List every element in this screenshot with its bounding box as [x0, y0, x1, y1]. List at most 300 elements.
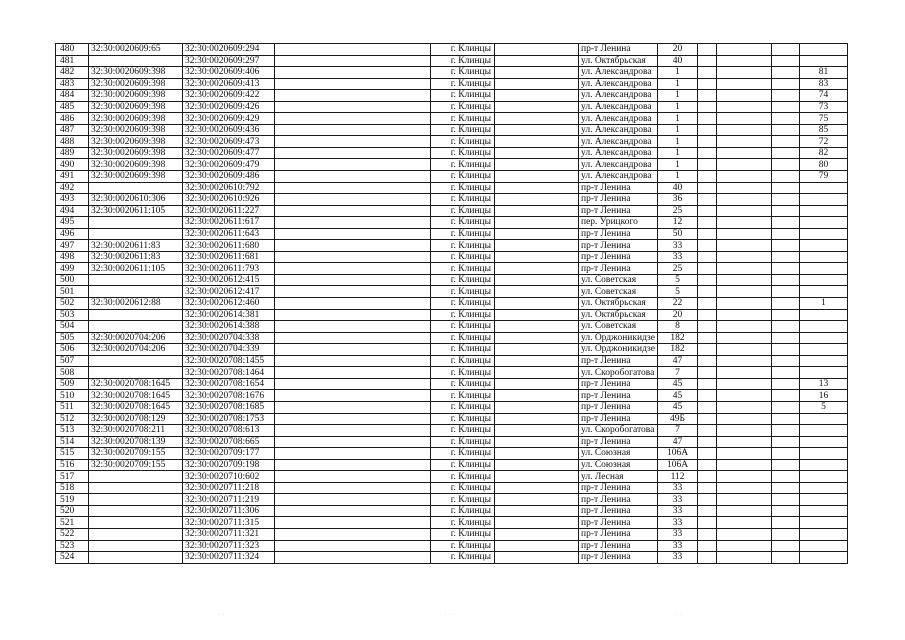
street-cell: ул. Александрова [579, 124, 658, 136]
street-cell: пр-т Ленина [579, 251, 658, 263]
empty-cell [717, 298, 772, 310]
city-cell: г. Клинцы [431, 205, 495, 217]
object-cadastral-number: 32:30:0020614:381 [183, 309, 275, 321]
object-cadastral-number: 32:30:0020609:297 [183, 55, 275, 67]
street-cell: пр-т Ленина [579, 494, 658, 506]
row-number: 508 [56, 367, 89, 379]
table-row [56, 344, 848, 356]
table-row [56, 309, 848, 321]
apartment-number-cell [800, 355, 848, 367]
empty-cell [495, 136, 579, 148]
empty-cell [698, 401, 717, 413]
empty-cell [772, 286, 800, 298]
empty-cell [772, 194, 800, 206]
apartment-number-cell [800, 240, 848, 252]
row-number: 491 [56, 171, 89, 183]
empty-cell [495, 78, 579, 90]
empty-cell [698, 448, 717, 460]
house-number-cell: 7 [658, 367, 698, 379]
empty-cell [698, 101, 717, 113]
empty-cell [698, 482, 717, 494]
city-cell: г. Клинцы [431, 332, 495, 344]
row-number: 521 [56, 517, 89, 529]
row-number: 482 [56, 67, 89, 79]
apartment-number-cell: 83 [800, 78, 848, 90]
empty-cell [495, 321, 579, 333]
row-number: 499 [56, 263, 89, 275]
empty-cell [275, 482, 431, 494]
empty-cell [717, 136, 772, 148]
empty-cell [772, 101, 800, 113]
empty-cell [698, 228, 717, 240]
empty-cell [495, 505, 579, 517]
parcel-cadastral-number: 32:30:0020708:139 [89, 436, 183, 448]
empty-cell [495, 113, 579, 125]
empty-cell [717, 436, 772, 448]
apartment-number-cell: 72 [800, 136, 848, 148]
empty-cell [717, 401, 772, 413]
empty-cell [698, 90, 717, 102]
city-cell: г. Клинцы [431, 344, 495, 356]
empty-cell [717, 355, 772, 367]
city-cell: г. Клинцы [431, 321, 495, 333]
empty-cell [495, 355, 579, 367]
empty-cell [495, 413, 579, 425]
table-row [56, 448, 848, 460]
row-number: 510 [56, 390, 89, 402]
empty-cell [495, 55, 579, 67]
empty-cell [275, 90, 431, 102]
city-cell: г. Клинцы [431, 378, 495, 390]
street-cell: ул. Александрова [579, 78, 658, 90]
empty-cell [698, 378, 717, 390]
city-cell: г. Клинцы [431, 147, 495, 159]
parcel-cadastral-number: 32:30:0020609:398 [89, 113, 183, 125]
street-cell: пр-т Ленина [579, 228, 658, 240]
city-cell: г. Клинцы [431, 517, 495, 529]
street-cell: пр-т Ленина [579, 436, 658, 448]
empty-cell [772, 471, 800, 483]
house-number-cell: 106А [658, 448, 698, 460]
empty-cell [717, 459, 772, 471]
object-cadastral-number: 32:30:0020711:324 [183, 552, 275, 564]
row-number: 505 [56, 332, 89, 344]
table-row [56, 251, 848, 263]
empty-cell [275, 390, 431, 402]
empty-cell [495, 44, 579, 56]
house-number-cell: 36 [658, 194, 698, 206]
street-cell: ул. Александрова [579, 67, 658, 79]
table-row [56, 436, 848, 448]
object-cadastral-number: 32:30:0020610:926 [183, 194, 275, 206]
parcel-cadastral-number: 32:30:0020609:398 [89, 171, 183, 183]
parcel-cadastral-number: 32:30:0020708:1645 [89, 390, 183, 402]
empty-cell [698, 528, 717, 540]
city-cell: г. Клинцы [431, 263, 495, 275]
parcel-cadastral-number: 32:30:0020609:398 [89, 124, 183, 136]
row-number: 518 [56, 482, 89, 494]
empty-cell [698, 390, 717, 402]
row-number: 480 [56, 44, 89, 56]
empty-cell [698, 240, 717, 252]
city-cell: г. Клинцы [431, 298, 495, 310]
empty-cell [275, 159, 431, 171]
house-number-cell: 5 [658, 286, 698, 298]
parcel-cadastral-number [89, 482, 183, 494]
street-cell: ул. Александрова [579, 171, 658, 183]
parcel-cadastral-number: 32:30:0020609:398 [89, 136, 183, 148]
empty-cell [495, 390, 579, 402]
house-number-cell: 1 [658, 136, 698, 148]
empty-cell [698, 113, 717, 125]
empty-cell [717, 552, 772, 564]
empty-cell [698, 217, 717, 229]
street-cell: ул. Александрова [579, 90, 658, 102]
empty-cell [772, 448, 800, 460]
empty-cell [495, 101, 579, 113]
apartment-number-cell [800, 274, 848, 286]
empty-cell [772, 263, 800, 275]
empty-cell [772, 494, 800, 506]
apartment-number-cell [800, 251, 848, 263]
house-number-cell: 47 [658, 436, 698, 448]
street-cell: ул. Союзная [579, 448, 658, 460]
city-cell: г. Клинцы [431, 217, 495, 229]
city-cell: г. Клинцы [431, 55, 495, 67]
apartment-number-cell: 82 [800, 147, 848, 159]
house-number-cell: 49Б [658, 413, 698, 425]
object-cadastral-number: 32:30:0020704:338 [183, 332, 275, 344]
empty-cell [717, 205, 772, 217]
row-number: 520 [56, 505, 89, 517]
city-cell: г. Клинцы [431, 471, 495, 483]
empty-cell [717, 528, 772, 540]
empty-cell [772, 552, 800, 564]
empty-cell [698, 355, 717, 367]
empty-cell [717, 286, 772, 298]
empty-cell [717, 44, 772, 56]
object-cadastral-number: 32:30:0020711:323 [183, 540, 275, 552]
row-number: 496 [56, 228, 89, 240]
empty-cell [772, 401, 800, 413]
empty-cell [275, 378, 431, 390]
empty-cell [698, 251, 717, 263]
empty-cell [772, 482, 800, 494]
empty-cell [495, 171, 579, 183]
city-cell: г. Клинцы [431, 274, 495, 286]
empty-cell [275, 44, 431, 56]
parcel-cadastral-number: 32:30:0020609:398 [89, 78, 183, 90]
street-cell: пр-т Ленина [579, 44, 658, 56]
object-cadastral-number: 32:30:0020611:227 [183, 205, 275, 217]
empty-cell [698, 321, 717, 333]
row-number: 495 [56, 217, 89, 229]
empty-cell [772, 90, 800, 102]
apartment-number-cell [800, 367, 848, 379]
parcel-cadastral-number: 32:30:0020609:398 [89, 90, 183, 102]
empty-cell [772, 274, 800, 286]
table-row [56, 194, 848, 206]
empty-cell [275, 286, 431, 298]
street-cell: ул. Александрова [579, 136, 658, 148]
empty-cell [275, 528, 431, 540]
empty-cell [772, 540, 800, 552]
empty-cell [717, 505, 772, 517]
row-number: 501 [56, 286, 89, 298]
object-cadastral-number: 32:30:0020609:426 [183, 101, 275, 113]
empty-cell [275, 67, 431, 79]
apartment-number-cell: 79 [800, 171, 848, 183]
table-row [56, 390, 848, 402]
empty-cell [717, 124, 772, 136]
house-number-cell: 8 [658, 321, 698, 333]
empty-cell [698, 540, 717, 552]
apartment-number-cell [800, 44, 848, 56]
object-cadastral-number: 32:30:0020708:613 [183, 425, 275, 437]
house-number-cell: 33 [658, 240, 698, 252]
empty-cell [698, 344, 717, 356]
house-number-cell: 1 [658, 159, 698, 171]
empty-cell [717, 251, 772, 263]
empty-cell [717, 194, 772, 206]
table-row [56, 367, 848, 379]
apartment-number-cell: 16 [800, 390, 848, 402]
house-number-cell: 1 [658, 78, 698, 90]
table-row [56, 528, 848, 540]
empty-cell [698, 171, 717, 183]
house-number-cell: 1 [658, 124, 698, 136]
object-cadastral-number: 32:30:0020609:477 [183, 147, 275, 159]
street-cell: пр-т Ленина [579, 413, 658, 425]
empty-cell [495, 459, 579, 471]
empty-cell [495, 401, 579, 413]
empty-cell [772, 171, 800, 183]
empty-cell [275, 136, 431, 148]
street-cell: ул. Советская [579, 274, 658, 286]
house-number-cell: 182 [658, 332, 698, 344]
parcel-cadastral-number [89, 494, 183, 506]
row-number: 485 [56, 101, 89, 113]
table-row [56, 552, 848, 564]
parcel-cadastral-number [89, 552, 183, 564]
row-number: 493 [56, 194, 89, 206]
empty-cell [717, 182, 772, 194]
house-number-cell: 33 [658, 505, 698, 517]
parcel-cadastral-number: 32:30:0020709:155 [89, 448, 183, 460]
empty-cell [772, 367, 800, 379]
parcel-cadastral-number [89, 286, 183, 298]
object-cadastral-number: 32:30:0020708:665 [183, 436, 275, 448]
street-cell: пр-т Ленина [579, 378, 658, 390]
empty-cell [717, 332, 772, 344]
table-row [56, 517, 848, 529]
empty-cell [495, 367, 579, 379]
apartment-number-cell [800, 344, 848, 356]
apartment-number-cell [800, 552, 848, 564]
object-cadastral-number: 32:30:0020711:321 [183, 528, 275, 540]
apartment-number-cell [800, 482, 848, 494]
city-cell: г. Клинцы [431, 401, 495, 413]
empty-cell [772, 332, 800, 344]
table-row [56, 240, 848, 252]
apartment-number-cell [800, 228, 848, 240]
row-number: 516 [56, 459, 89, 471]
table-row [56, 113, 848, 125]
empty-cell [275, 240, 431, 252]
empty-cell [717, 378, 772, 390]
scan-artifact: · · [676, 612, 682, 619]
empty-cell [698, 136, 717, 148]
empty-cell [275, 263, 431, 275]
table-row [56, 136, 848, 148]
apartment-number-cell: 81 [800, 67, 848, 79]
empty-cell [275, 344, 431, 356]
empty-cell [495, 263, 579, 275]
empty-cell [698, 436, 717, 448]
city-cell: г. Клинцы [431, 505, 495, 517]
empty-cell [698, 471, 717, 483]
apartment-number-cell: 74 [800, 90, 848, 102]
object-cadastral-number: 32:30:0020709:177 [183, 448, 275, 460]
parcel-cadastral-number [89, 367, 183, 379]
parcel-cadastral-number [89, 355, 183, 367]
house-number-cell: 45 [658, 390, 698, 402]
row-number: 488 [56, 136, 89, 148]
house-number-cell: 33 [658, 482, 698, 494]
empty-cell [772, 251, 800, 263]
apartment-number-cell [800, 413, 848, 425]
empty-cell [772, 240, 800, 252]
empty-cell [717, 367, 772, 379]
empty-cell [698, 505, 717, 517]
parcel-cadastral-number [89, 182, 183, 194]
empty-cell [275, 401, 431, 413]
street-cell: пер. Урицкого [579, 217, 658, 229]
empty-cell [772, 44, 800, 56]
empty-cell [772, 321, 800, 333]
empty-cell [275, 448, 431, 460]
house-number-cell: 1 [658, 101, 698, 113]
street-cell: пр-т Ленина [579, 240, 658, 252]
empty-cell [495, 194, 579, 206]
apartment-number-cell [800, 540, 848, 552]
apartment-number-cell [800, 471, 848, 483]
row-number: 507 [56, 355, 89, 367]
object-cadastral-number: 32:30:0020609:422 [183, 90, 275, 102]
row-number: 524 [56, 552, 89, 564]
object-cadastral-number: 32:30:0020609:473 [183, 136, 275, 148]
empty-cell [698, 425, 717, 437]
scan-artifact: · · [218, 612, 224, 619]
table-row [56, 44, 848, 56]
apartment-number-cell [800, 182, 848, 194]
city-cell: г. Клинцы [431, 90, 495, 102]
row-number: 483 [56, 78, 89, 90]
street-cell: ул. Орджоникидзе [579, 344, 658, 356]
row-number: 523 [56, 540, 89, 552]
object-cadastral-number: 32:30:0020609:294 [183, 44, 275, 56]
table-row [56, 321, 848, 333]
city-cell: г. Клинцы [431, 482, 495, 494]
empty-cell [717, 78, 772, 90]
street-cell: пр-т Ленина [579, 263, 658, 275]
object-cadastral-number: 32:30:0020611:680 [183, 240, 275, 252]
street-cell: ул. Скоробогатова [579, 425, 658, 437]
parcel-cadastral-number: 32:30:0020612:88 [89, 298, 183, 310]
empty-cell [717, 494, 772, 506]
row-number: 519 [56, 494, 89, 506]
row-number: 517 [56, 471, 89, 483]
house-number-cell: 1 [658, 171, 698, 183]
parcel-cadastral-number: 32:30:0020708:211 [89, 425, 183, 437]
empty-cell [275, 171, 431, 183]
empty-cell [275, 552, 431, 564]
empty-cell [495, 494, 579, 506]
house-number-cell: 12 [658, 217, 698, 229]
street-cell: пр-т Ленина [579, 517, 658, 529]
parcel-cadastral-number [89, 274, 183, 286]
empty-cell [275, 321, 431, 333]
house-number-cell: 25 [658, 205, 698, 217]
empty-cell [495, 378, 579, 390]
object-cadastral-number: 32:30:0020711:219 [183, 494, 275, 506]
object-cadastral-number: 32:30:0020708:1654 [183, 378, 275, 390]
object-cadastral-number: 32:30:0020710:602 [183, 471, 275, 483]
table-row [56, 217, 848, 229]
row-number: 514 [56, 436, 89, 448]
table-row [56, 78, 848, 90]
empty-cell [495, 286, 579, 298]
empty-cell [275, 205, 431, 217]
city-cell: г. Клинцы [431, 540, 495, 552]
apartment-number-cell [800, 321, 848, 333]
city-cell: г. Клинцы [431, 136, 495, 148]
street-cell: ул. Александрова [579, 113, 658, 125]
row-number: 497 [56, 240, 89, 252]
apartment-number-cell [800, 205, 848, 217]
row-number: 498 [56, 251, 89, 263]
house-number-cell: 33 [658, 552, 698, 564]
empty-cell [717, 471, 772, 483]
apartment-number-cell [800, 425, 848, 437]
house-number-cell: 112 [658, 471, 698, 483]
empty-cell [275, 101, 431, 113]
apartment-number-cell [800, 448, 848, 460]
apartment-number-cell [800, 528, 848, 540]
object-cadastral-number: 32:30:0020708:1455 [183, 355, 275, 367]
empty-cell [275, 471, 431, 483]
parcel-cadastral-number: 32:30:0020708:1645 [89, 401, 183, 413]
empty-cell [275, 309, 431, 321]
empty-cell [275, 355, 431, 367]
house-number-cell: 33 [658, 251, 698, 263]
table-row [56, 494, 848, 506]
table-row [56, 505, 848, 517]
object-cadastral-number: 32:30:0020611:681 [183, 251, 275, 263]
empty-cell [698, 286, 717, 298]
table-row [56, 67, 848, 79]
empty-cell [698, 55, 717, 67]
house-number-cell: 20 [658, 309, 698, 321]
object-cadastral-number: 32:30:0020609:486 [183, 171, 275, 183]
empty-cell [772, 425, 800, 437]
apartment-number-cell: 13 [800, 378, 848, 390]
street-cell: пр-т Ленина [579, 194, 658, 206]
empty-cell [772, 459, 800, 471]
empty-cell [495, 182, 579, 194]
empty-cell [495, 251, 579, 263]
empty-cell [495, 124, 579, 136]
